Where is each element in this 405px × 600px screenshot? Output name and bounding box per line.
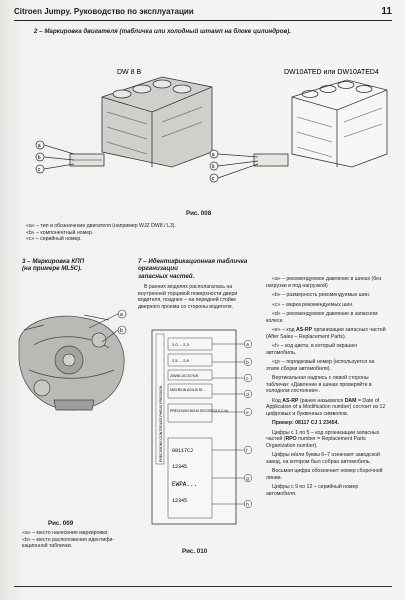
- section-7-intro-text: В ранних моделях располагалась на внутренней торцевой поверхности двери водителя, позднее – на передней стойке дверного проема со стороны водителя.: [138, 284, 238, 310]
- rc-p5-rest: организации запасных частей (After Sales – Replacement Parts).: [266, 327, 386, 340]
- figure-008: [22, 42, 392, 207]
- section-7-title-line2: запасных частей.: [138, 272, 195, 280]
- caption-010: Рис. 010: [182, 548, 208, 555]
- rc-p9-mid: (ранее назывался: [298, 397, 345, 404]
- callout-b-left: b: [37, 155, 41, 161]
- rc-p6: «f» – код цвета, в который окрашен автомобиль.: [266, 343, 358, 356]
- rc-p9: [266, 398, 386, 418]
- rc-p9-code: AS-RP: [282, 397, 299, 404]
- callout-g-010: g: [246, 475, 249, 481]
- callout-b-010: b: [246, 359, 249, 365]
- section-7-title: [138, 258, 258, 280]
- rc-p4: «d» – рекомендуемое давление в запасном колесе.: [266, 311, 378, 324]
- legend-009-b: «b» – место расположения идентифи-кационной таблички.: [22, 536, 115, 550]
- engine-blocks-illustration: [22, 42, 392, 207]
- plate-lower-3: EWPA...: [172, 481, 198, 488]
- legend-009-a: «a» – место нанесения маркировки;: [22, 530, 109, 536]
- rc-example: [266, 420, 386, 427]
- callout-a-left: a: [37, 143, 41, 149]
- rc-p10: [266, 430, 386, 450]
- caption-008: Рис. 008: [186, 210, 212, 217]
- section-3-title: [22, 258, 122, 273]
- plate-row-1: 2,0 ... 2,3: [172, 342, 189, 347]
- rc-p5: [266, 327, 386, 340]
- footer-rule: [14, 586, 392, 587]
- page-header: [14, 6, 392, 21]
- plate-row-4: MICHELIN AGILIS 81 ...: [170, 388, 207, 392]
- callout-d-010: d: [246, 391, 249, 397]
- rc-p11: Цифры и/или буквы 6–7 означают заводской завод, на котором был собран автомобиль.: [266, 452, 380, 465]
- callout-b-009: b: [120, 328, 123, 334]
- caption-009: Рис. 009: [48, 520, 74, 527]
- id-plate-illustration: [150, 328, 256, 528]
- rc-p5-code: AS-RP: [296, 327, 313, 333]
- engine-left-label: DW 8 B: [117, 69, 142, 76]
- rc-p1: «a» – рекомендуемое давление в шинах (без нагрузки и под нагрузкой): [266, 276, 382, 289]
- callout-a-right: a: [211, 152, 215, 158]
- rc-p10-start: Цифры с 1 по 5 – код организации запасных частей (: [266, 429, 380, 442]
- figure-010: [150, 328, 256, 528]
- section-2-title: 2 – Маркировка двигателя (табличка или холодный штамп на блоке цилиндров).: [34, 28, 292, 35]
- rc-p10-rest: number = Replacement Parts Organization number).: [266, 436, 366, 449]
- plate-row-2: 2,5 ... 2,8: [172, 358, 189, 363]
- page-number: 11: [381, 6, 392, 17]
- callout-c-right: c: [211, 176, 215, 182]
- section-7-title-line1: 7 – Идентификационная табличка организации: [138, 258, 248, 273]
- figure-009: [14, 300, 132, 418]
- rc-p13: Цифры с 9 по 12 – серийный номер автомобиля.: [266, 484, 359, 497]
- callout-h-010: h: [246, 501, 249, 507]
- callout-a-009: a: [120, 312, 123, 318]
- rc-example-text: Пример: 08117 CJ 1 23454.: [272, 420, 339, 426]
- plate-row-3: 205/65 16 107/105: [170, 374, 199, 378]
- rc-p9-rest: = Date of Application of a Modification number) состоит из 12 цифровых и буквенных символов.: [266, 397, 386, 417]
- callout-a-010: a: [246, 341, 249, 347]
- callout-f-010: f: [246, 447, 248, 453]
- rc-p2: «b» – размерность рекомендуемых шин.: [272, 292, 371, 298]
- plate-vertical-text: PRECISIONS CONTROLES PNEUS PRESSION: [159, 385, 163, 462]
- plate-lower-1: 08117CJ: [172, 448, 194, 454]
- rc-p5-mid: – код: [280, 327, 296, 333]
- rc-p3: «c» – марка рекомендуемых шин.: [272, 301, 354, 308]
- rc-p9-start: Код: [272, 397, 283, 404]
- gearbox-illustration: [14, 300, 132, 418]
- section-7-intro: [138, 284, 258, 313]
- legend-009: [22, 530, 134, 550]
- rc-p9-dam: DAM: [344, 397, 357, 404]
- callout-e-010: e: [246, 409, 249, 415]
- callout-b-right: b: [211, 164, 215, 170]
- legend-008: [26, 223, 386, 243]
- plate-lower-4: 12345: [172, 498, 188, 504]
- callout-c-010: c: [246, 375, 249, 381]
- plate-lower-2: 12345: [172, 464, 188, 470]
- header-title: Citroen Jumpy. Руководство по эксплуатации: [14, 7, 194, 16]
- rc-p7: «g» – порядковый номер (используется на этапе сборки автомобиля).: [266, 359, 375, 372]
- legend-008-b: «b» – компонентный номер.: [26, 229, 94, 236]
- rc-p10-code: RPO: [285, 436, 297, 442]
- engine-right-label: DW10ATED или DW10ATED4: [284, 69, 379, 76]
- callout-c-left: c: [37, 167, 41, 173]
- rc-p12: Восьмая цифра обозначает номер сборочной линии.: [266, 468, 383, 481]
- plate-row-5: PRECISION BOUX EECS9E03 0.C.6s: [170, 409, 229, 413]
- right-column: [266, 276, 386, 500]
- legend-008-a: «a» – тип и обозначение двигателя (например WJZ DW8 / L3).: [26, 223, 176, 229]
- section-3-title-line2: (на примере ML5C).: [22, 265, 82, 273]
- rc-p8: Вертикальная надпись с левой стороны таблички: «Давление в шинах проверяйте в холодном состоянии».: [266, 375, 372, 394]
- legend-008-c: «c» – серийный номер.: [26, 236, 82, 243]
- section-3-title-line1: 3 – Маркировка КПП: [22, 258, 85, 265]
- rc-p5-label: «e»: [272, 327, 281, 333]
